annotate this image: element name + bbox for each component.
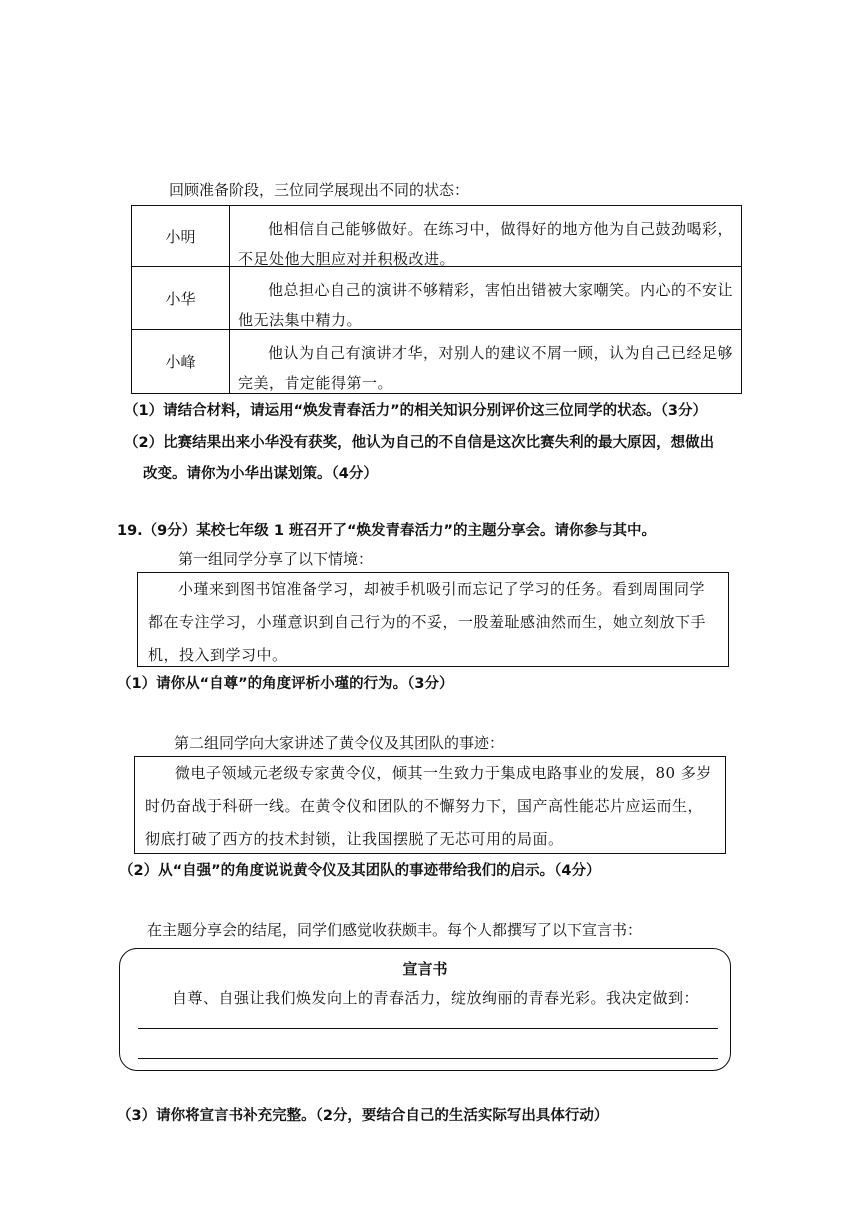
group1-intro: 第一组同学分享了以下情境： xyxy=(178,550,374,568)
student-name: 小明 xyxy=(132,206,230,266)
student-description: 他总担心自己的演讲不够精彩，害怕出错被大家嘲笑。内心的不安让 他无法集中精力。 xyxy=(238,281,734,329)
group2-intro: 第二组同学向大家讲述了黄令仪及其团队的事迹： xyxy=(174,734,505,752)
answer-line xyxy=(138,1058,718,1059)
question-19-3: （3）请你将宣言书补充完整。（2分，要结合自己的生活实际写出具体行动） xyxy=(117,1108,609,1124)
question-18-2-line2: 改变。请你为小华出谋划策。（4分） xyxy=(143,466,378,482)
question-19-2: （2）从“自强”的角度说说黄令仪及其团队的事迹带给我们的启示。（4分） xyxy=(119,863,601,879)
student-name: 小峰 xyxy=(132,330,230,393)
declaration-box xyxy=(119,948,731,1071)
ending-intro: 在主题分享会的结尾，同学们感觉收获颇丰。每个人都撰写了以下宣言书： xyxy=(147,921,643,939)
question-18-1: （1）请结合材料，请运用“焕发青春活力”的相关知识分别评价这三位同学的状态。（3分） xyxy=(124,403,707,419)
group2-story: 微电子领域元老级专家黄令仪，倾其一生致力于集成电路事业的发展，80 多岁 时仍奋战于科研一线。在黄令仪和团队的不懈努力下，国产高性能芯片应运而生， 彻底打破了西方的技术封锁，让我国摆脱了无芯可用的局面。 xyxy=(145,764,712,848)
student-description: 他认为自己有演讲才华，对别人的建议不屑一顾，认为自己已经足够 完美，肯定能得第一。 xyxy=(238,344,734,392)
question-18-2-line1: （2）比赛结果出来小华没有获奖，他认为自己的不自信是这次比赛失利的最大原因，想做出 xyxy=(124,435,715,451)
table-row xyxy=(132,206,741,267)
students-table xyxy=(131,205,742,394)
student-description: 他相信自己能够做好。在练习中，做得好的地方他为自己鼓劲喝彩， 不足处他大胆应对并积极改进。 xyxy=(238,220,734,268)
answer-line xyxy=(138,1028,718,1029)
table-row xyxy=(132,267,741,330)
question-19-1: （1）请你从“自尊”的角度评析小瑾的行为。（3分） xyxy=(117,676,454,692)
student-name: 小华 xyxy=(132,267,230,329)
group1-story-box xyxy=(137,572,729,667)
review-intro: 回顾准备阶段，三位同学展现出不同的状态： xyxy=(169,181,470,199)
question-19-heading: 19.（9分）某校七年级 1 班召开了“焕发青春活力”的主题分享会。请你参与其中。 xyxy=(117,523,657,539)
declaration-title: 宣言书 xyxy=(402,960,448,978)
group1-story: 小瑾来到图书馆准备学习，却被手机吸引而忘记了学习的任务。看到周围同学 都在专注学习，小瑾意识到自己行为的不妥，一股羞耻感油然而生，她立刻放下手 机，投入到学习中。 xyxy=(148,580,707,664)
table-row xyxy=(132,330,741,393)
group2-story-box xyxy=(134,756,726,854)
declaration-body: 自尊、自强让我们焕发向上的青春活力，绽放绚丽的青春光彩。我决定做到： xyxy=(172,989,700,1007)
